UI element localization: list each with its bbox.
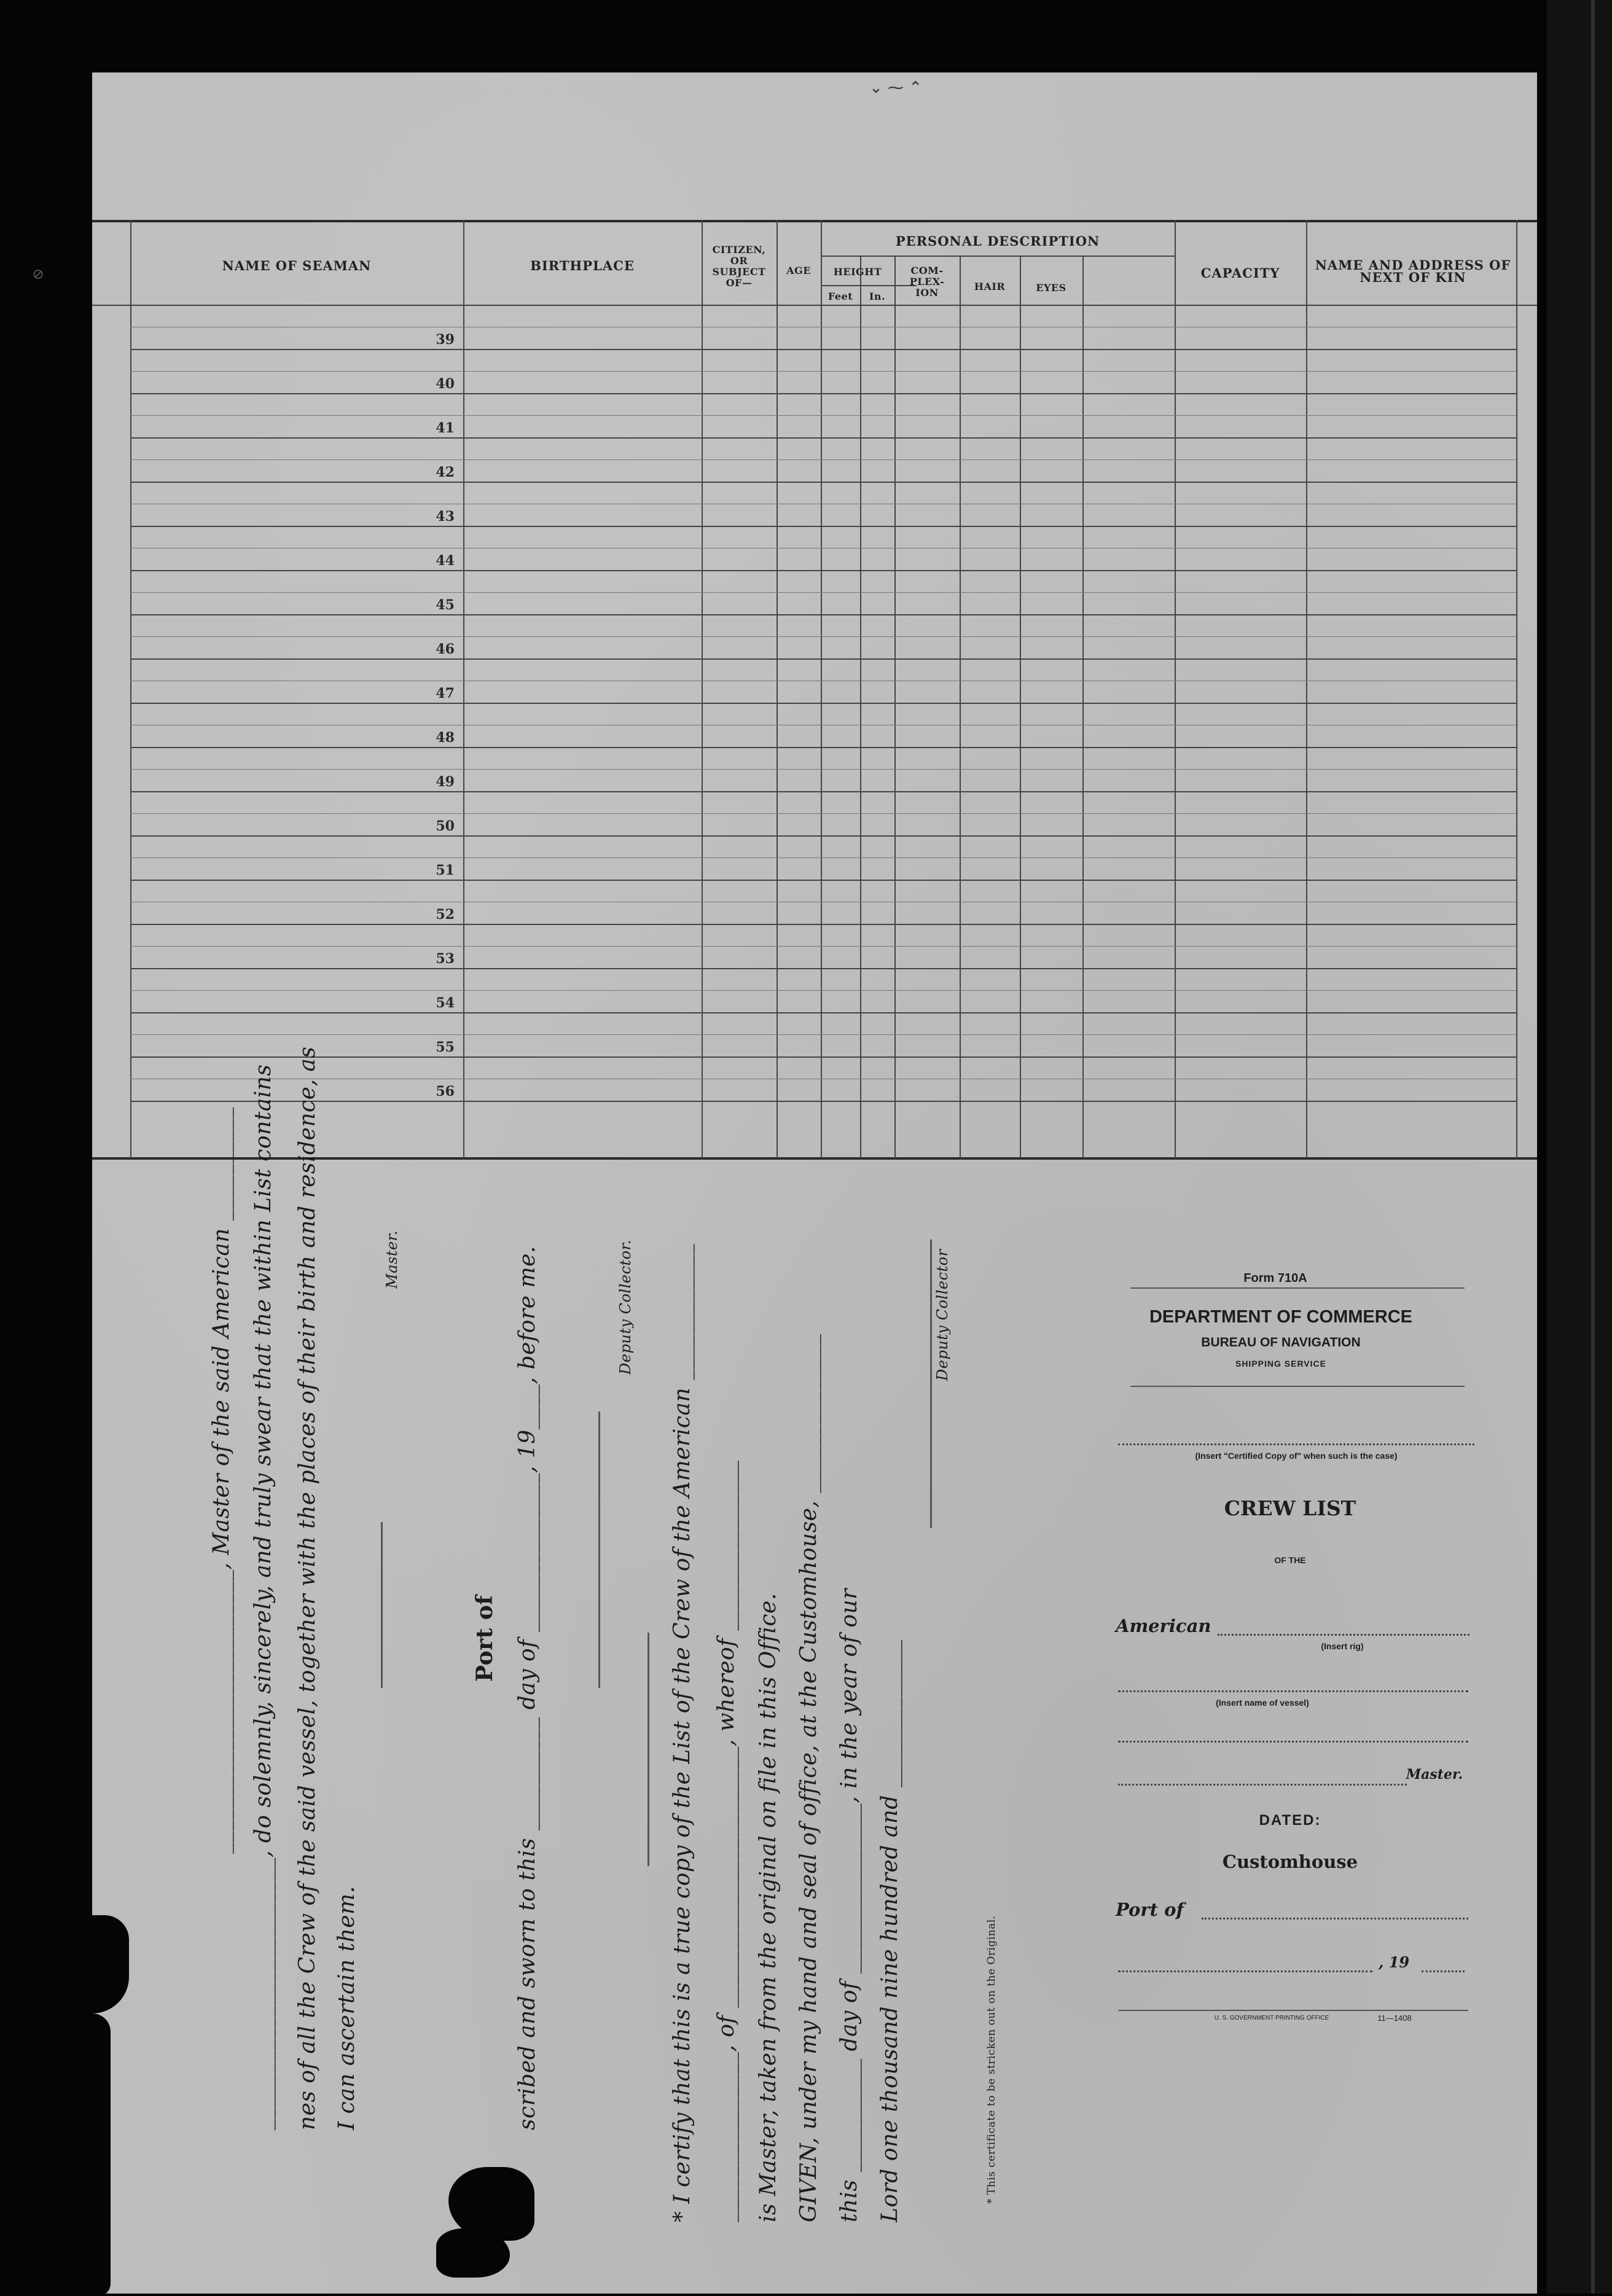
table-row — [130, 791, 1516, 792]
header-age: AGE — [786, 265, 811, 276]
scanner-edge-line — [1591, 0, 1595, 2294]
table-row — [130, 437, 1516, 439]
row-number: 44 — [436, 553, 455, 569]
rig-field[interactable] — [1218, 1634, 1469, 1636]
certificate-line-3: is Master, taken from the original on file in this Office. — [756, 1593, 781, 2222]
table-row — [130, 393, 1516, 394]
row-number: 51 — [436, 862, 455, 878]
table-row-subline — [130, 990, 1516, 991]
insert-vessel-note: (Insert name of vessel) — [1216, 1698, 1309, 1708]
table-row-subline — [130, 636, 1516, 637]
table-row-subline — [130, 857, 1516, 858]
header-citizen: CITIZEN, OR SUBJECT OF— — [712, 244, 766, 289]
port-of-label: Port of — [472, 1595, 498, 1682]
deputy-collector-label-2: Deputy Collector — [934, 1249, 951, 1381]
torn-edge — [86, 2013, 111, 2296]
deputy-collector-label-1: Deputy Collector. — [617, 1240, 634, 1375]
header-complexion: COM- PLEX- ION — [909, 265, 945, 299]
american-label: American — [1116, 1615, 1211, 1636]
extra-field[interactable] — [1118, 1741, 1468, 1743]
table-row — [130, 747, 1516, 748]
oath-line-1: _________________________, Master of the said American __________ — [209, 1107, 234, 1854]
department-title: DEPARTMENT OF COMMERCE — [1149, 1307, 1412, 1327]
table-row — [130, 614, 1516, 615]
row-number: 48 — [436, 730, 455, 746]
vessel-name-field[interactable] — [1118, 1690, 1468, 1692]
row-number: 49 — [436, 774, 455, 790]
header-personal-description: PERSONAL DESCRIPTION — [895, 233, 1100, 249]
master-cover-label: Master. — [1406, 1767, 1463, 1783]
torn-edge — [86, 1915, 129, 2013]
master-name-field[interactable] — [1118, 1784, 1407, 1786]
table-row — [130, 835, 1516, 837]
insert-certified-note: (Insert "Certified Copy of" when such is the case) — [1195, 1451, 1398, 1461]
row-number: 40 — [436, 376, 455, 392]
table-row — [130, 570, 1516, 571]
crew-list-page — [92, 72, 1537, 2294]
margin-mark: ⊘ — [32, 265, 45, 283]
table-row-subline — [130, 592, 1516, 593]
crew-table — [92, 146, 1537, 1160]
date-field[interactable] — [1118, 1970, 1372, 1972]
table-row-subline — [130, 548, 1516, 549]
header-inches: In. — [869, 291, 886, 302]
paper-mark: ⌄ ⁓ ⌃ — [869, 79, 923, 97]
deputy-collector-line — [598, 1412, 600, 1688]
form-number: Form 710A — [1243, 1271, 1307, 1285]
printing-office: U. S. GOVERNMENT PRINTING OFFICE — [1214, 2015, 1329, 2021]
header-hair: HAIR — [974, 281, 1006, 292]
certificate-footnote: * This certificate to be stricken out on the Original. — [985, 1915, 998, 2204]
certificate-signature-line — [930, 1240, 932, 1528]
row-number: 53 — [436, 951, 455, 967]
bureau-title: BUREAU OF NAVIGATION — [1201, 1335, 1361, 1349]
port-of-cover-label: Port of — [1116, 1899, 1184, 1920]
row-number: 55 — [436, 1039, 455, 1055]
year-field[interactable] — [1422, 1970, 1465, 1972]
table-row-subline — [130, 371, 1516, 372]
separator-line — [648, 1633, 649, 1866]
header-feet: Feet — [828, 291, 853, 302]
certificate-line-6: Lord one thousand nine hundred and _____________ — [877, 1639, 902, 2222]
table-row — [130, 1012, 1516, 1013]
print-code: 11—1408 — [1377, 2013, 1412, 2023]
table-row — [130, 526, 1516, 527]
row-number: 54 — [436, 995, 455, 1011]
table-row — [130, 349, 1516, 350]
service-title: SHIPPING SERVICE — [1235, 1359, 1326, 1369]
row-number: 50 — [436, 818, 455, 834]
table-row — [130, 703, 1516, 704]
row-number: 47 — [436, 685, 455, 701]
table-row — [130, 880, 1516, 881]
row-number: 39 — [436, 332, 455, 348]
row-number: 43 — [436, 509, 455, 525]
table-row-subline — [130, 769, 1516, 770]
header-birthplace: BIRTHPLACE — [530, 258, 635, 273]
header-capacity: CAPACITY — [1200, 265, 1280, 281]
row-number: 45 — [436, 597, 455, 613]
oath-line-4: I can ascertain them. — [334, 1886, 359, 2130]
table-row-subline — [130, 415, 1516, 416]
header-name-of-seaman: NAME OF SEAMAN — [222, 258, 372, 273]
crew-list-title: CREW LIST — [1224, 1496, 1356, 1520]
certificate-line-4: GIVEN, under my hand and seal of office, at the Customhouse, ______________ — [796, 1333, 821, 2222]
certificate-line-2: _______________, of _______________________, whereof _______________ — [714, 1460, 739, 2222]
customhouse-label: Customhouse — [1222, 1851, 1358, 1872]
port-field[interactable] — [1202, 1918, 1468, 1919]
row-number: 46 — [436, 641, 455, 657]
table-row-subline — [130, 946, 1516, 947]
table-row — [130, 968, 1516, 969]
certificate-line-5: this __________ day of _______________, in the year of our — [837, 1588, 862, 2222]
sworn-statement: scribed and sworn to this __________ day of ______________, 19____, before me. — [515, 1246, 540, 2130]
table-row-subline — [130, 813, 1516, 814]
dated-label: DATED: — [1259, 1812, 1321, 1829]
header-next-of-kin: NAME AND ADDRESS OF NEXT OF KIN — [1315, 257, 1511, 285]
row-number: 42 — [436, 464, 455, 480]
scanner-edge — [1547, 0, 1612, 2294]
master-label: Master. — [383, 1230, 401, 1289]
header-height: HEIGHT — [833, 266, 882, 278]
oath-line-3: nes of all the Crew of the said vessel, together with the places of their birth and residence, as — [295, 1046, 320, 2130]
table-row — [130, 924, 1516, 925]
certificate-line-1: * I certify that this is a true copy of the List of the Crew of the American ____________ — [670, 1243, 695, 2222]
table-row — [130, 482, 1516, 483]
oath-line-2: ________________________, do solemnly, sincerely, and truly swear that the within List contains — [251, 1064, 276, 2130]
year-suffix: , 19 — [1379, 1953, 1410, 1971]
table-row — [130, 658, 1516, 660]
table-row-subline — [130, 1034, 1516, 1035]
master-signature-line — [381, 1522, 383, 1688]
of-the-label: OF THE — [1274, 1555, 1306, 1565]
table-row-subline — [130, 459, 1516, 460]
table-row — [130, 1056, 1516, 1058]
row-number: 52 — [436, 907, 455, 923]
header-eyes: EYES — [1036, 282, 1066, 294]
insert-rig-note: (Insert rig) — [1321, 1641, 1364, 1651]
table-row — [130, 1101, 1516, 1102]
row-number: 41 — [436, 420, 455, 436]
row-number: 56 — [436, 1084, 455, 1099]
